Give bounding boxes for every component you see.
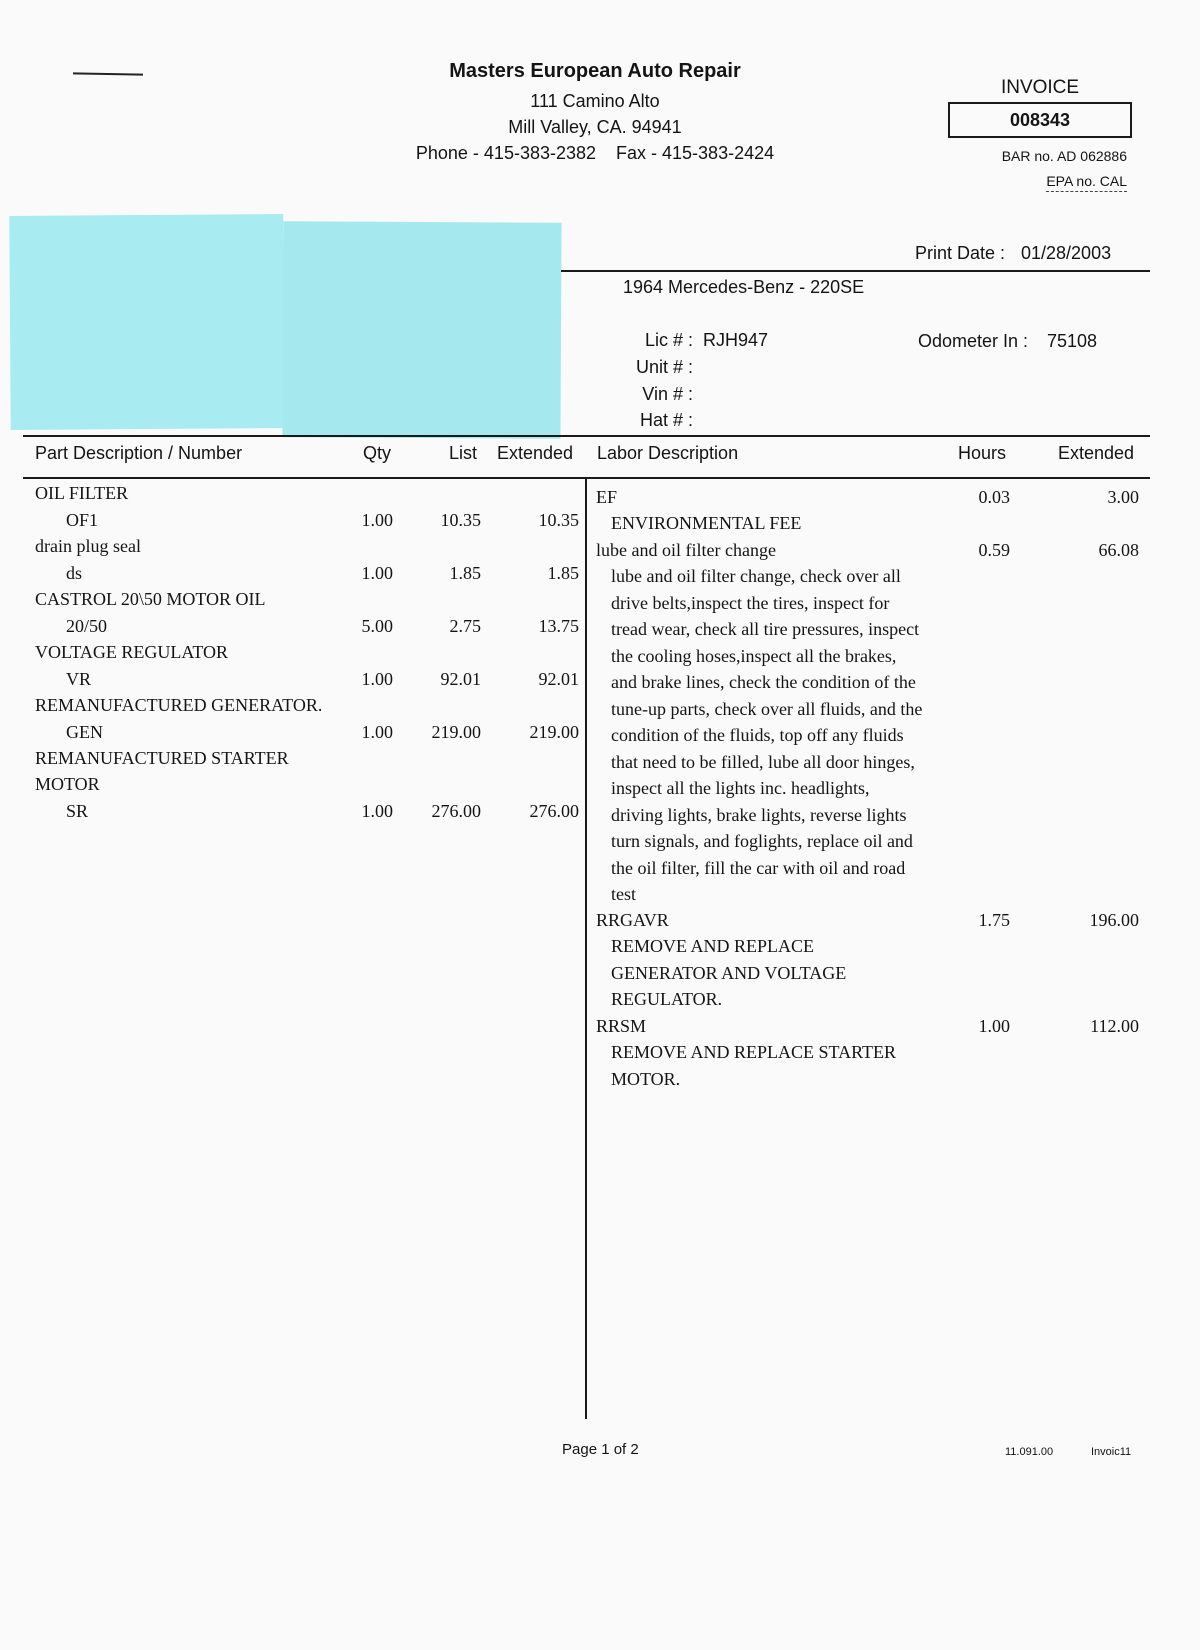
shop-address-line2: Mill Valley, CA. 94941: [508, 117, 682, 137]
bar-number: BAR no. AD 062886: [1001, 148, 1127, 164]
table-top-rule: [23, 435, 1150, 437]
part-qty: 1.00: [361, 722, 393, 742]
form-id: Invoic11: [1091, 1446, 1132, 1458]
labor-hours: 1.75: [978, 910, 1010, 930]
labor-line: tread wear, check all tire pressures, inspect: [611, 619, 920, 639]
part-name: VOLTAGE REGULATOR: [35, 642, 229, 662]
labor-line: turn signals, and foglights, replace oil and: [611, 831, 913, 851]
labor-line: and brake lines, check the condition of the: [611, 672, 916, 692]
labor-code: EF: [596, 487, 618, 507]
part-extended: 276.00: [529, 801, 579, 821]
part-name: drain plug seal: [35, 536, 141, 556]
lic-label: Lic # :: [644, 330, 693, 350]
shop-address-line1: 111 Camino Alto: [530, 91, 660, 111]
labor-extended: 196.00: [1089, 910, 1139, 930]
print-date: 01/28/2003: [1021, 243, 1112, 263]
labor-line: inspect all the lights inc. headlights,: [611, 778, 870, 798]
part-number: GEN: [66, 722, 103, 742]
odometer-value: 75108: [1047, 331, 1098, 351]
invoice-label: INVOICE: [1000, 77, 1080, 98]
part-list-price: 92.01: [440, 669, 481, 689]
labor-line: driving lights, brake lights, reverse lights: [611, 805, 907, 825]
vehicle-description: 1964 Mercedes-Benz - 220SE: [623, 277, 865, 297]
labor-code: RRGAVR: [596, 910, 669, 930]
labor-line: tune-up parts, check over all fluids, and the: [611, 699, 923, 719]
part-list-price: 276.00: [431, 801, 481, 821]
page-indicator: Page 1 of 2: [562, 1441, 639, 1458]
part-extended: 10.35: [538, 510, 579, 530]
part-list-price: 2.75: [449, 616, 481, 636]
labor-hours: 0.59: [978, 540, 1010, 560]
part-number: OF1: [66, 510, 99, 530]
labor-line: REMOVE AND REPLACE: [611, 936, 815, 956]
part-list-price: 219.00: [431, 722, 481, 742]
parts-desc-header: Part Description / Number: [35, 443, 243, 463]
part-number: SR: [66, 801, 89, 821]
part-extended: 1.85: [547, 563, 579, 583]
redaction-patch: [9, 214, 284, 430]
labor-line: lube and oil filter change, check over all: [611, 566, 901, 586]
part-extended: 92.01: [538, 669, 579, 689]
labor-line: GENERATOR AND VOLTAGE: [611, 963, 847, 983]
pen-mark: [73, 72, 143, 75]
part-qty: 1.00: [361, 801, 393, 821]
labor-line: condition of the fluids, top off any fluids: [611, 725, 904, 745]
labor-hours: 1.00: [978, 1016, 1010, 1036]
part-list-price: 10.35: [440, 510, 481, 530]
labor-line: that need to be filled, lube all door hinges,: [611, 752, 915, 772]
part-name: CASTROL 20\50 MOTOR OIL: [35, 589, 266, 609]
vehicle-divider: [561, 270, 1150, 272]
shop-name: Masters European Auto Repair: [449, 60, 741, 82]
odometer-label: Odometer In :: [918, 331, 1029, 351]
labor-line: ENVIRONMENTAL FEE: [611, 513, 802, 533]
labor-line: REGULATOR.: [611, 989, 723, 1009]
labor-hours-header: Hours: [958, 443, 1007, 463]
labor-line: REMOVE AND REPLACE STARTER: [611, 1042, 896, 1062]
unit-label: Unit # :: [635, 357, 693, 377]
redaction-patch: [282, 221, 561, 438]
labor-line: drive belts,inspect the tires, inspect for: [611, 593, 890, 613]
part-extended: 219.00: [529, 722, 579, 742]
labor-desc-header: Labor Description: [597, 443, 739, 463]
part-qty: 1.00: [361, 563, 393, 583]
labor-line: the oil filter, fill the car with oil and road: [611, 858, 906, 878]
part-name: REMANUFACTURED GENERATOR.: [35, 695, 323, 715]
labor-hours: 0.03: [978, 487, 1010, 507]
part-extended: 13.75: [538, 616, 579, 636]
epa-number: EPA no. CAL: [1046, 173, 1127, 192]
software-version: 11.091.00: [1005, 1446, 1054, 1458]
labor-code: lube and oil filter change: [596, 540, 776, 560]
part-qty: 1.00: [361, 510, 393, 530]
labor-extended: 66.08: [1098, 540, 1139, 560]
shop-phone-fax: Phone - 415-383-2382 Fax - 415-383-2424: [415, 143, 775, 163]
labor-line: the cooling hoses,inspect all the brakes,: [611, 646, 897, 666]
part-qty: 5.00: [361, 616, 393, 636]
part-list-price: 1.85: [449, 563, 481, 583]
labor-extended: 112.00: [1090, 1016, 1139, 1036]
labor-line: MOTOR.: [611, 1069, 681, 1089]
part-number: 20/50: [66, 616, 108, 636]
part-number: VR: [66, 669, 92, 689]
labor-extended-header: Extended: [1058, 443, 1135, 463]
labor-extended: 3.00: [1107, 487, 1139, 507]
part-name: OIL FILTER: [35, 483, 129, 503]
part-name-cont: MOTOR: [35, 774, 100, 794]
lic-value: RJH947: [703, 330, 769, 350]
hat-label: Hat # :: [639, 410, 693, 430]
parts-list-header: List: [449, 443, 478, 463]
parts-qty-header: Qty: [363, 443, 392, 463]
vin-label: Vin # :: [642, 384, 693, 404]
part-number: ds: [66, 563, 83, 583]
parts-labor-divider: [585, 477, 587, 1419]
parts-extended-header: Extended: [497, 443, 574, 463]
invoice-number: 008343: [948, 102, 1132, 138]
part-name: REMANUFACTURED STARTER: [35, 748, 289, 768]
labor-code: RRSM: [596, 1016, 647, 1036]
print-date-label: Print Date :: [915, 243, 1006, 263]
labor-line: test: [611, 884, 636, 904]
part-qty: 1.00: [361, 669, 393, 689]
